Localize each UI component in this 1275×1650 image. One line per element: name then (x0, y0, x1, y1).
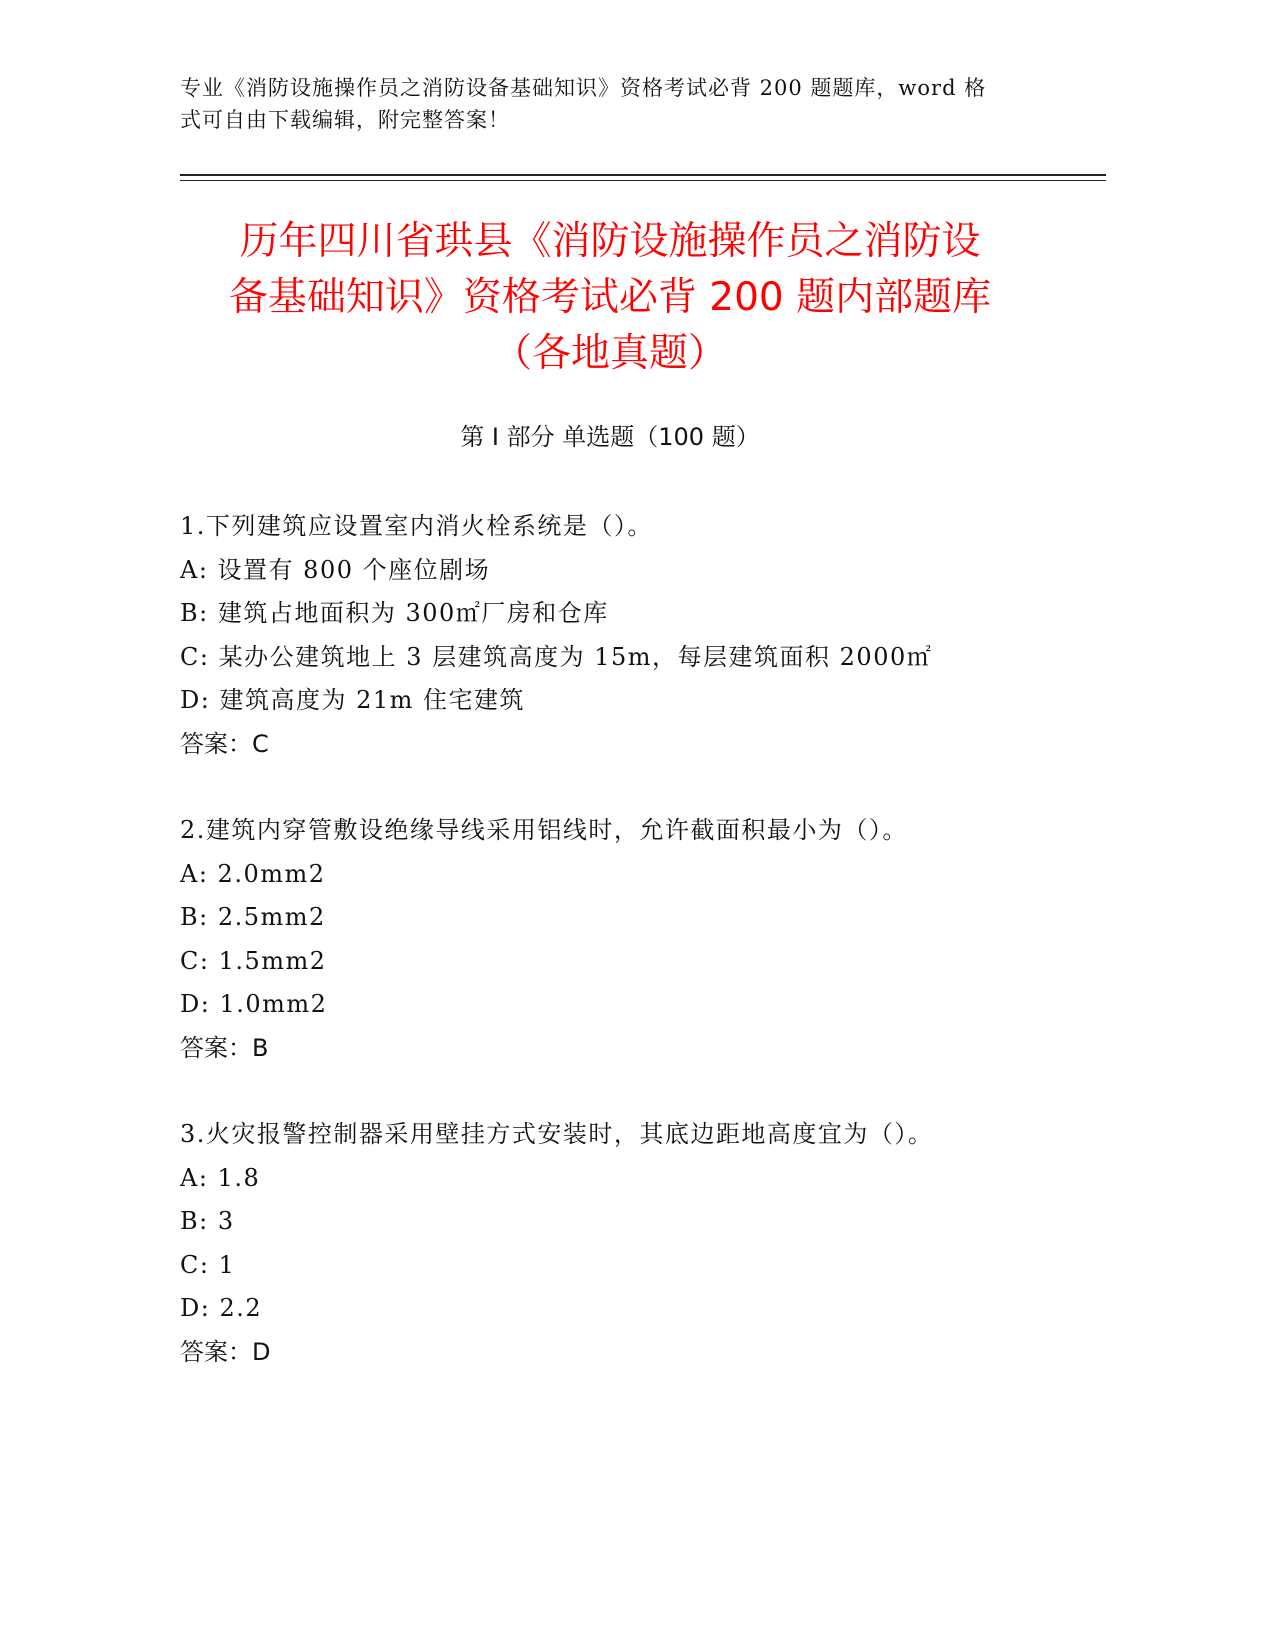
question-item (180, 505, 1080, 766)
title-line: 历年四川省珙县《消防设施操作员之消防设 (239, 219, 981, 264)
question-stem: 2.建筑内穿管敷设绝缘导线采用铝线时，允许截面积最小为（）。 (180, 816, 908, 844)
answer: 答案：C (180, 729, 269, 758)
header-divider-thin (180, 180, 1106, 181)
title-line: 备基础知识》资格考试必背 200 题内部题库 (228, 275, 992, 320)
option-d: D: 建筑高度为 21m 住宅建筑 (180, 686, 526, 714)
question-list (180, 505, 1080, 1417)
header-divider-thick (180, 174, 1106, 176)
title-line: （各地真题） (492, 331, 727, 376)
question-stem: 1.下列建筑应设置室内消火栓系统是（）。 (180, 512, 653, 540)
header-note-line: 专业《消防设施操作员之消防设备基础知识》资格考试必背 200 题题库，word 格 (180, 76, 987, 100)
option-a: A: 1.8 (180, 1163, 261, 1192)
header-note (180, 72, 1040, 136)
option-c: C: 某办公建筑地上 3 层建筑高度为 15m，每层建筑面积 2000㎡ (180, 642, 933, 671)
option-d: D: 2.2 (180, 1294, 263, 1322)
question-item (180, 1113, 1080, 1374)
answer: 答案：D (180, 1337, 271, 1366)
option-a: A: 设置有 800 个座位剧场 (180, 555, 491, 584)
header-note-line: 式可自由下载编辑，附完整答案！ (180, 108, 510, 132)
option-a: A: 2.0mm2 (180, 859, 326, 888)
option-c: C: 1.5mm2 (180, 946, 327, 975)
answer: 答案：B (180, 1033, 269, 1062)
question-item (180, 809, 1080, 1070)
option-b: B: 建筑占地面积为 300㎡厂房和仓库 (180, 599, 609, 627)
option-d: D: 1.0mm2 (180, 990, 328, 1018)
option-b: B: 3 (180, 1207, 235, 1235)
section-heading: 第 I 部分 单选题（100 题） (460, 423, 760, 451)
option-c: C: 1 (180, 1250, 236, 1279)
option-b: B: 2.5mm2 (180, 903, 326, 931)
document-title (180, 214, 1040, 382)
question-stem: 3.火灾报警控制器采用壁挂方式安装时，其底边距地高度宜为（）。 (180, 1120, 934, 1148)
